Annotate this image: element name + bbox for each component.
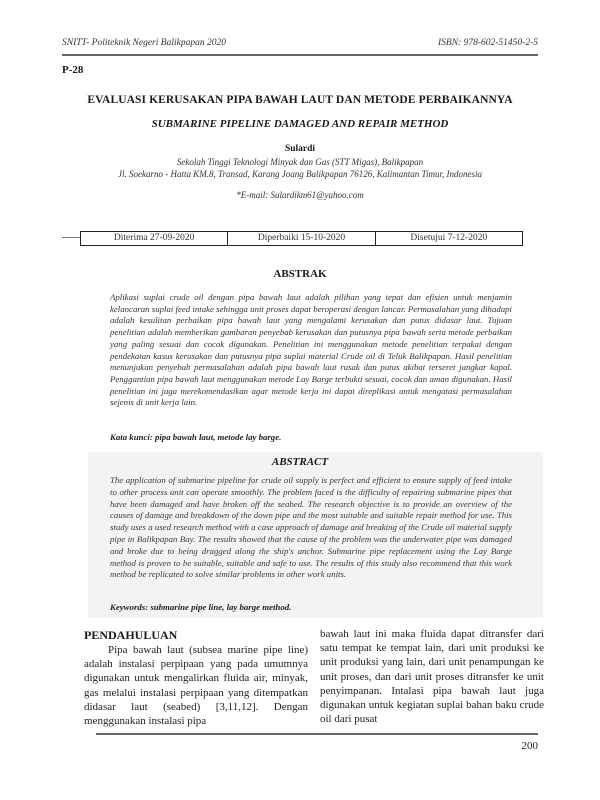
author-email: *E-mail: Sulardikm61@yahoo.com	[236, 190, 364, 200]
running-header	[62, 38, 538, 48]
affiliation-institution: Sekolah Tinggi Teknologi Minyak dan Gas (STT Migas), Balikpapan	[176, 157, 424, 167]
isbn: ISBN: 978-602-51450-2-5	[438, 38, 538, 48]
conference-name: SNITT- Politeknik Negeri Balikpapan 2020	[62, 38, 226, 48]
affiliation	[0, 156, 600, 180]
paper-code: P-28	[62, 64, 84, 76]
author-name: Sulardi	[284, 144, 316, 154]
page-number: 200	[521, 740, 538, 752]
dates-rule	[62, 237, 80, 238]
footer-rule	[96, 733, 538, 735]
introduction-left-column	[84, 643, 308, 728]
abstrak-body: Aplikasi suplai crude oil dengan pipa bawah laut adalah pilihan yang tepat dan efisien untuk menjamin kelancaran suplai feed intake sehingga unit proses dapat beroperasi dengan lancar. Permasalahan yang dihadapi adalah kesulitan perbaikan pipa bawah laut yang mengalami kerusakan dan putus didasar laut. Tujuan penelitian adalah memberikan gambaran penyebab kerusakan dan putusnya pipa bawah serta metode perbaikan yang paling sesuai dan cocok digunakan. Penelitian ini menggunakan metode penelitian terpakai dengan pendekatan kasus kerusakan dan putusnya pipa suplai material Crude oil di Teluk Balikpapan. Hasil penelitian menunjukan penyebab permasalahan adalah pipa bawah laut rusak dan putus akibat terseret jangkar kapal. Penggantian pipa bawah laut menggunakan metode Lay Barge terbukti sesuai, cocok dan aman digunakan. Hasil penelitian ini juga merekomendasikan agar metode kerja ini dapat direplikasi untuk mengatasi permasalahan sejenis di unit kerja lain.	[110, 292, 512, 408]
abstract-keywords: Keywords: submarine pipe line, lay barge method.	[110, 602, 292, 612]
abstrak-keywords: Kata kunci: pipa bawah laut, metode lay barge.	[110, 432, 282, 442]
abstract-heading: ABSTRACT	[271, 456, 329, 468]
introduction-left-text: Pipa bawah laut (subsea marine pipe line) adalah instalasi perpipaan yang pada umumnya digunakan untuk mengalirkan fluida air, minyak, gas melalui instalasi perpipaan yang ditempatkan didasar laut (seabed) [3,11,12]. Dengan menggunakan instalasi pipa	[84, 644, 308, 728]
date-revised: Diperbaiki 15-10-2020	[227, 232, 374, 245]
introduction-heading: PENDAHULUAN	[84, 628, 178, 642]
abstract-body: The application of submarine pipeline for crude oil supply is perfect and efficient to ensure supply of feed intake to other process unit can operate smoothly. The problem faced is the difficulty of repairing submarine pipes that have been damaged and have broken off the seabed. The research objective is to provide an overview of the causes of damage and breakdown of the down pipe and the most suitable and suitable repair method for use. This study uses a used research method with a case approach of damage and breaking of the Crude oil material supply pipe in Balikpapan Bay. The results showed that the cause of the problem was the underwater pipe was damaged and broke due to being dragged along the ship's anchor. Submarine pipe replacement using the Lay Barge method is proven to be suitable, suitable and safe to use. The results of this study also recommend that this work method be replicated to solve similar problems in other work units.	[110, 475, 512, 580]
abstrak-heading: ABSTRAK	[273, 268, 327, 280]
affiliation-address: Jl. Soekarno - Hatta KM.8, Transad, Karang Joang Balikpapan 76126, Kalimantan Timur, Indonesia	[117, 169, 482, 179]
introduction-right-column: bawah laut ini maka fluida dapat ditransfer dari satu tempat ke tempat lain, dari unit produksi ke unit produksi yang lain, dari unit penampungan ke unit proses, dan dari unit proses ditransfer ke unit penyimpanan. Intalasi pipa bawah laut juga digunakan untuk kegiatan suplai bahan baku crude oil dari pusat	[320, 628, 544, 726]
date-received: Diterima 27-09-2020	[113, 233, 195, 243]
dates-table	[80, 231, 523, 246]
header-rule	[62, 54, 538, 56]
date-accepted: Disetujui 7-12-2020	[375, 232, 522, 245]
paper-subtitle: SUBMARINE PIPELINE DAMAGED AND REPAIR METHOD	[151, 118, 449, 130]
paper-title: EVALUASI KERUSAKAN PIPA BAWAH LAUT DAN METODE PERBAIKANNYA	[87, 94, 513, 106]
